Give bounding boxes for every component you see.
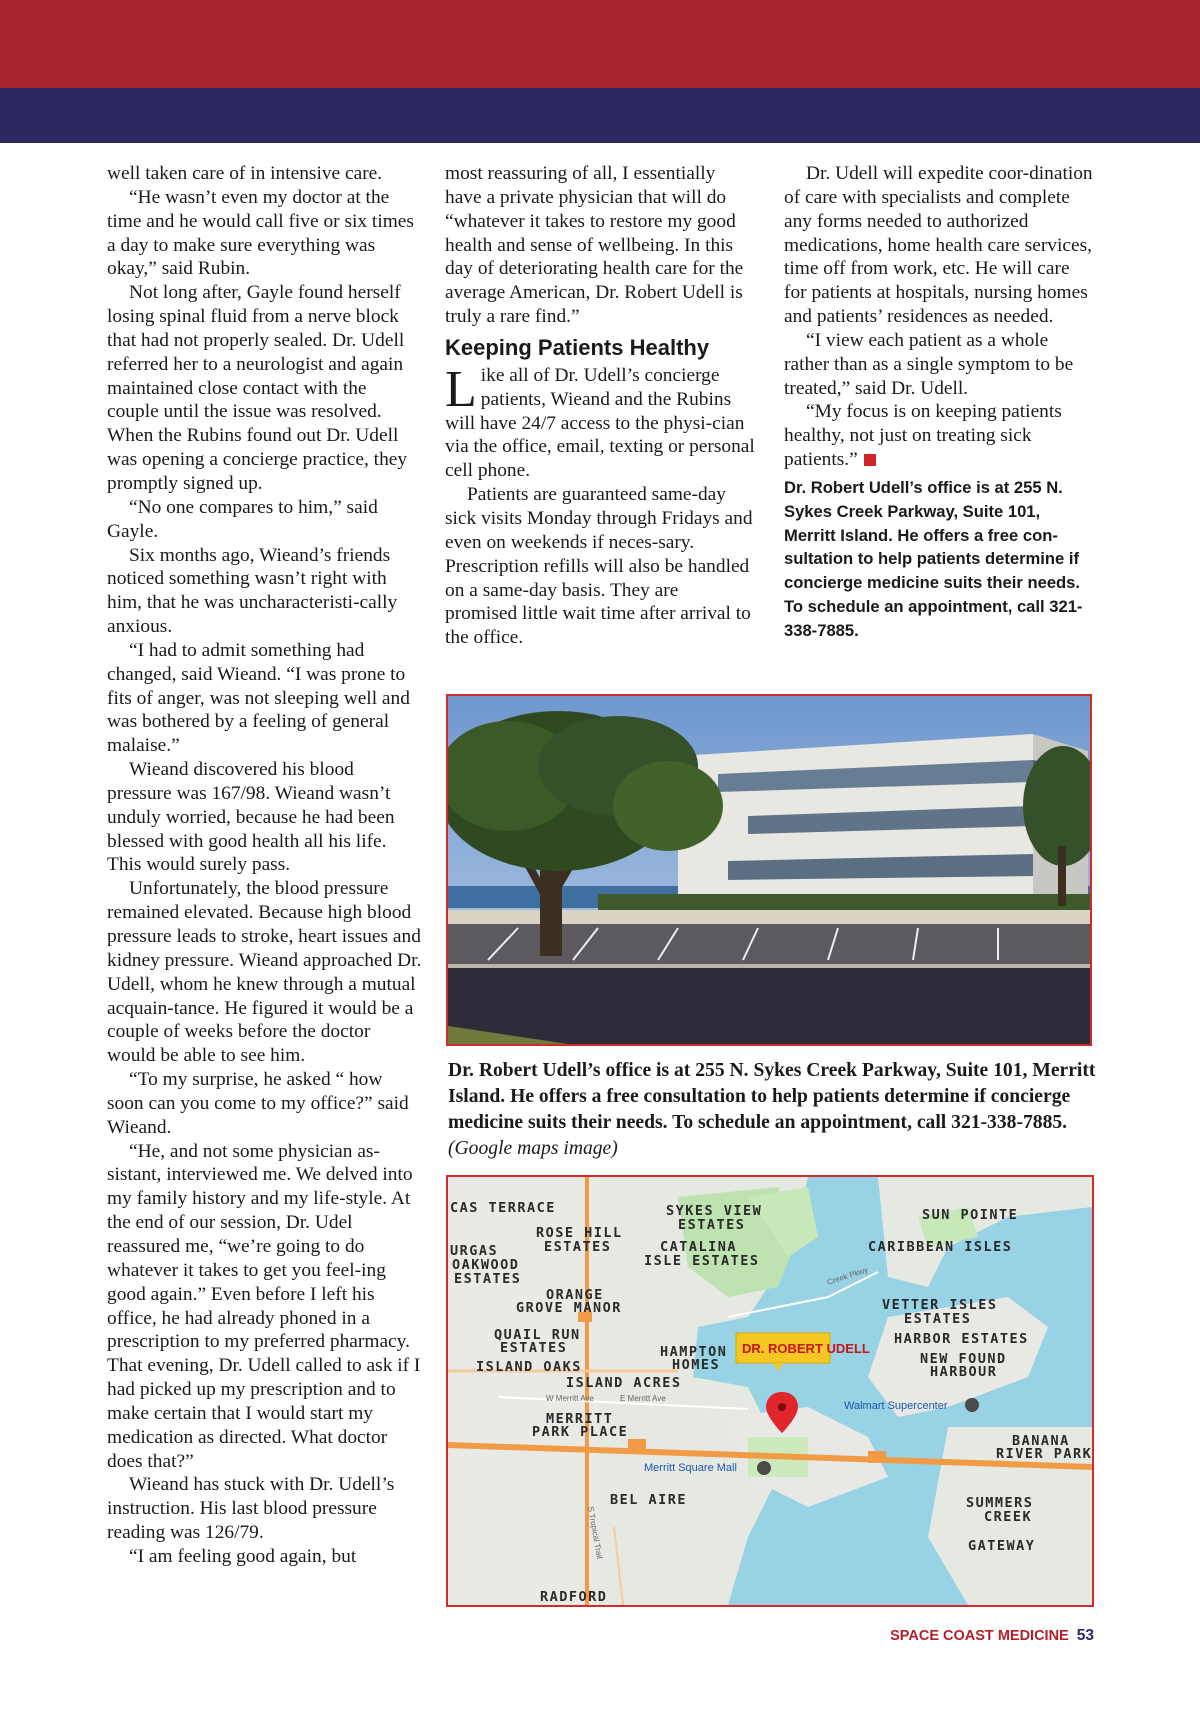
street-label: S Tropical Trail xyxy=(586,1505,605,1560)
location-map xyxy=(446,1175,1094,1607)
header-band-navy xyxy=(0,88,1200,143)
map-label: HOMES xyxy=(672,1357,721,1373)
paragraph: Unfortunately, the blood pressure remained elevated. Because high blood pressure leads to stroke, heart issues and kidney pressure. Wieand approached Dr. Udell, whom he knew through a mutual acquain-tance. He figured it would be a couple of weeks before the doctor would be able to see him. xyxy=(107,878,422,1067)
street-label: Creek Pkwy xyxy=(825,1265,870,1287)
map-label: MERRITT xyxy=(546,1411,614,1427)
paragraph xyxy=(784,400,1094,472)
map-label: CARIBBEAN ISLES xyxy=(868,1239,1013,1255)
mall-pin-icon xyxy=(757,1461,771,1475)
map-label: BEL AIRE xyxy=(610,1492,688,1508)
map-label: ISLAND OAKS xyxy=(476,1359,582,1375)
office-callout-label: DR. ROBERT UDELL xyxy=(742,1341,870,1356)
map-label: RIVER PARK xyxy=(996,1446,1092,1462)
map-label: HARBOUR xyxy=(930,1364,998,1380)
map-label: PARK PLACE xyxy=(532,1424,629,1440)
paragraph: “To my surprise, he asked “ how soon can you come to my office?” said Wieand. xyxy=(107,1069,409,1138)
map-label: URGAS xyxy=(450,1243,499,1259)
paragraph: “No one compares to him,” said Gayle. xyxy=(107,496,378,542)
paragraph-text: “My focus is on keeping patients healthy, not just on treating sick patients.” xyxy=(784,401,1062,471)
paragraph-text: ike all of Dr. Udell’s concierge patients, Wieand and the Rubins will have 24/7 access to the physi-cian via the office, email, texting or personal cell phone. xyxy=(445,364,755,482)
map-label: BANANA xyxy=(1012,1433,1070,1449)
article-column-3 xyxy=(784,162,1094,643)
paragraph: Not long after, Gayle found herself losing spinal fluid from a nerve block that had not properly sealed. Dr. Udell referred her to a neurologist and again maintained close contact with the couple until the issue was resolved. When the Rubins found out Dr. Udell was opening a concierge practice, they promptly signed up. xyxy=(107,282,408,494)
map-label: GATEWAY xyxy=(968,1538,1036,1554)
paragraph: “I am feeling good again, but xyxy=(129,1545,357,1567)
caption-text: Dr. Robert Udell’s office is at 255 N. Sykes Creek Parkway, Suite 101, Merritt Island. He offers a free consultation to help patients determine if concierge medicine suits their needs. To schedule an appointment, call 321-338-7885. xyxy=(448,1060,1096,1133)
paragraph: Dr. Udell will expedite coor-dination of care with specialists and complete any forms needed to authorized medications, home health care services, time off from work, etc. He will care for patients at hospitals, nursing homes and patients’ residences as needed. xyxy=(784,163,1093,328)
map-label: GROVE MANOR xyxy=(516,1300,622,1316)
map-label: ROSE HILL xyxy=(536,1225,623,1241)
map-label: CATALINA xyxy=(660,1239,738,1255)
page-number: 53 xyxy=(1076,1627,1094,1644)
paragraph: “He, and not some physician as-sistant, interviewed me. We delved into my family history and my life-style. At the end of our session, Dr. Udel reassured me, “we’re going to do whatever it takes to get you feel-ing good again.” Even before I left his office, he had already phoned in a prescription to my preferred pharmacy. That evening, Dr. Udell called to ask if I had picked up my prescription and to make certain that I would start my medication as directed. What doctor does that?” xyxy=(107,1140,421,1472)
map-label: SYKES VIEW xyxy=(666,1203,763,1219)
map-label: CREEK xyxy=(984,1509,1033,1525)
paragraph: Wieand discovered his blood pressure was 167/98. Wieand wasn’t unduly worried, because he had been blessed with good health all his life. This would surely pass. xyxy=(107,759,395,876)
map-label: RADFORD xyxy=(540,1589,608,1605)
walmart-pin-icon xyxy=(965,1398,979,1412)
poi-label: Merritt Square Mall xyxy=(644,1462,737,1474)
section-subhead: Keeping Patients Healthy xyxy=(445,334,710,360)
drop-cap: L xyxy=(445,360,477,418)
poi-label: Walmart Supercenter xyxy=(844,1400,948,1412)
publication-name: SPACE COAST MEDICINE xyxy=(890,1628,1069,1644)
office-building-image xyxy=(448,696,1090,1044)
paragraph: Wieand has stuck with Dr. Udell’s instruction. His last blood pressure reading was 126/79. xyxy=(107,1474,395,1544)
map-label: HAMPTON xyxy=(660,1344,728,1360)
map-label: ORANGE xyxy=(546,1287,604,1303)
map-label: CAS TERRACE xyxy=(450,1200,556,1216)
street-label: E Merritt Ave xyxy=(620,1394,666,1403)
photo-caption xyxy=(448,1058,1098,1162)
map-label: ESTATES xyxy=(544,1239,612,1255)
map-label: ESTATES xyxy=(454,1271,522,1287)
map-label: NEW FOUND xyxy=(920,1351,1007,1367)
article-column-1 xyxy=(107,162,422,1569)
street-label: W Merritt Ave xyxy=(546,1394,594,1403)
office-info: Dr. Robert Udell’s office is at 255 N. Sykes Creek Parkway, Suite 101, Merritt Island. He offers a free con-sultation to help patients determine if concierge medicine suits their needs. To schedule an appointment, call 321-338-7885. xyxy=(784,477,1083,640)
map-label: QUAIL RUN xyxy=(494,1327,581,1343)
paragraph: well taken care of in intensive care. xyxy=(107,163,383,184)
paragraph: “He wasn’t even my doctor at the time and he would call five or six times a day to make sure everything was okay,” said Rubin. xyxy=(107,186,414,280)
map-graphic xyxy=(448,1177,1092,1605)
map-label: ESTATES xyxy=(500,1340,568,1356)
article-column-2 xyxy=(445,162,755,650)
map-label: SUN POINTE xyxy=(922,1207,1019,1223)
map-label: OAKWOOD xyxy=(452,1257,520,1273)
page-footer xyxy=(890,1627,1094,1645)
end-mark-icon xyxy=(864,454,876,466)
map-label: VETTER ISLES xyxy=(882,1297,998,1313)
photo-credit: (Google maps image) xyxy=(448,1138,618,1159)
paragraph-dropcap xyxy=(445,360,755,483)
office-photo xyxy=(446,694,1092,1046)
paragraph: Six months ago, Wieand’s friends noticed something wasn’t right with him, that he was uncharacteristi-cally anxious. xyxy=(107,544,398,638)
paragraph: most reassuring of all, I essentially have a private physician that will do “whatever it takes to restore my good health and sense of wellbeing. In this day of deteriorating health care for the average American, Dr. Robert Udell is truly a rare find.” xyxy=(445,163,744,328)
paragraph: “I view each patient as a whole rather than as a single symptom to be treated,” said Dr. Udell. xyxy=(784,329,1074,399)
map-label: SUMMERS xyxy=(966,1495,1034,1511)
paragraph: Patients are guaranteed same-day sick visits Monday through Fridays and even on weekends if neces-sary. Prescription refills will also be handled on a same-day basis. They are promised little wait time after arrival to the office. xyxy=(445,484,753,649)
map-label: ISLE ESTATES xyxy=(644,1253,760,1269)
map-label: ESTATES xyxy=(678,1217,746,1233)
map-label: HARBOR ESTATES xyxy=(894,1331,1029,1347)
paragraph: “I had to admit something had changed, said Wieand. “I was prone to fits of anger, was not sleeping well and was bothered by a feeling of general malaise.” xyxy=(107,639,410,757)
map-label: ISLAND ACRES xyxy=(566,1375,682,1391)
header-band-red xyxy=(0,0,1200,88)
map-label: ESTATES xyxy=(904,1311,972,1327)
